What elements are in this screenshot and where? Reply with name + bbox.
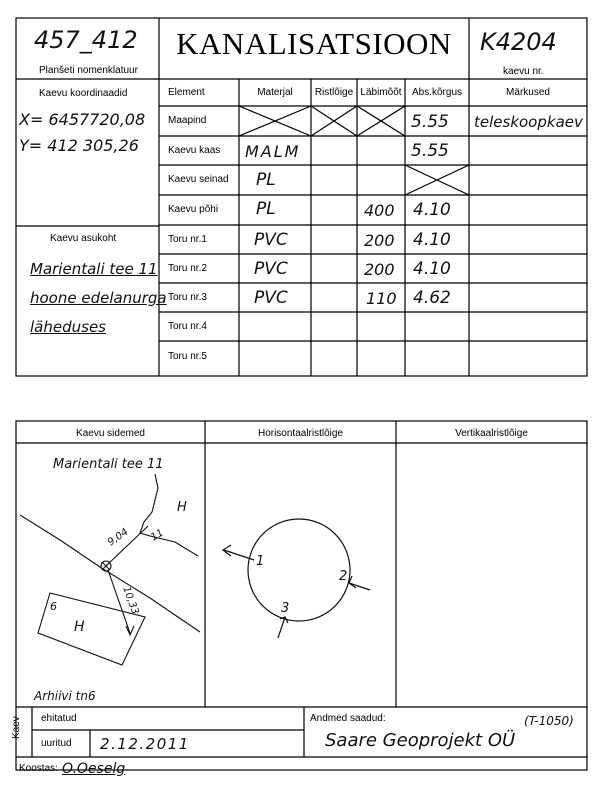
sketch-archive: Arhiivi tn6 — [34, 689, 96, 703]
row-element: Toru nr.1 — [168, 234, 207, 245]
panel-title-horizontal: Horisontaalristlõige — [257, 428, 344, 439]
col-header-element: Element — [168, 87, 205, 98]
coordinate-y: Y= 412 305,26 — [19, 136, 139, 155]
site-sketch — [20, 474, 200, 665]
row-material: PVC — [254, 230, 288, 250]
measured-value: 2.12.2011 — [100, 735, 190, 753]
row-element: Kaevu põhi — [168, 204, 219, 215]
row-element: Toru nr.4 — [168, 321, 207, 332]
panel-title-connections: Kaevu sidemed — [76, 428, 145, 439]
coordinates-label: Kaevu koordinaadid — [39, 88, 128, 99]
location-line-3: läheduses — [30, 318, 106, 336]
row-material: PVC — [254, 259, 288, 279]
row-element: Kaevu seinad — [168, 174, 229, 185]
sketch-street: Marientali tee 11 — [53, 457, 164, 472]
row-elevation: 4.10 — [413, 200, 451, 220]
row-elevation: 5.55 — [411, 141, 449, 161]
row-element: Kaevu kaas — [168, 145, 221, 156]
location-line-1: Marientali tee 11 — [30, 260, 158, 278]
row-diameter: 200 — [364, 260, 395, 279]
sheet-label: Planšeti nomenklatuur — [39, 65, 138, 76]
col-header-cross: Ristlõige — [314, 87, 354, 98]
pipe-label-2: 2 — [339, 569, 348, 584]
sketch-house-b: H — [74, 619, 85, 635]
row-material: PL — [256, 199, 276, 219]
row-elevation: 4.10 — [413, 259, 451, 279]
location-label: Kaevu asukoht — [50, 233, 117, 244]
data-source-value: Saare Geoprojekt OÜ — [325, 730, 516, 751]
sketch-house-a: H — [177, 500, 187, 515]
row-elevation: 5.55 — [411, 112, 449, 132]
row-element: Toru nr.3 — [168, 292, 207, 303]
sketch-distance-3: 10,33 — [120, 585, 141, 616]
location-line-2: hoone edelanurga — [30, 289, 167, 307]
data-source-note: (T-1050) — [524, 714, 574, 728]
row-elevation: 4.62 — [413, 288, 451, 308]
row-elevation: 4.10 — [413, 230, 451, 250]
sketch-distance-1: 9,04 — [105, 526, 131, 549]
row-element: Toru nr.5 — [168, 351, 207, 362]
col-header-notes: Märkused — [506, 87, 550, 98]
row-element: Toru nr.2 — [168, 263, 207, 274]
built-label: ehitatud — [41, 713, 77, 724]
pipe-label-3: 3 — [281, 601, 290, 616]
row-material: PVC — [254, 288, 288, 308]
col-header-diameter: Läbimõõt — [360, 87, 402, 98]
compiled-value: O.Oeselg — [62, 761, 126, 777]
well-label: kaevu nr. — [503, 66, 544, 77]
panel-title-vertical: Vertikaalristlõige — [455, 428, 528, 439]
horizontal-section — [223, 519, 370, 638]
data-source-label: Andmed saadud: — [310, 713, 386, 724]
footer-side-label: Kaev — [11, 716, 22, 739]
row-notes: teleskoopkaev — [474, 113, 583, 131]
row-material: MALM — [245, 142, 301, 161]
row-diameter: 400 — [364, 201, 395, 220]
col-header-elevation: Abs.kõrgus — [411, 87, 463, 98]
sketch-distance-2: 11 — [149, 527, 166, 544]
row-diameter: 200 — [364, 231, 395, 250]
row-element: Maapind — [168, 115, 207, 126]
form-title: KANALISATSIOON — [176, 26, 452, 61]
col-header-material: Materjal — [257, 87, 293, 98]
sheet-number: 457_412 — [34, 26, 138, 54]
measured-label: uuritud — [41, 738, 72, 749]
row-diameter: 110 — [366, 289, 397, 308]
row-material: PL — [256, 170, 276, 190]
coordinate-x: X= 6457720,08 — [19, 110, 146, 129]
sketch-house-number: 6 — [50, 600, 57, 613]
well-number: K4204 — [480, 28, 557, 56]
compiled-label: Koostas: — [19, 763, 58, 774]
pipe-label-1: 1 — [256, 554, 265, 569]
